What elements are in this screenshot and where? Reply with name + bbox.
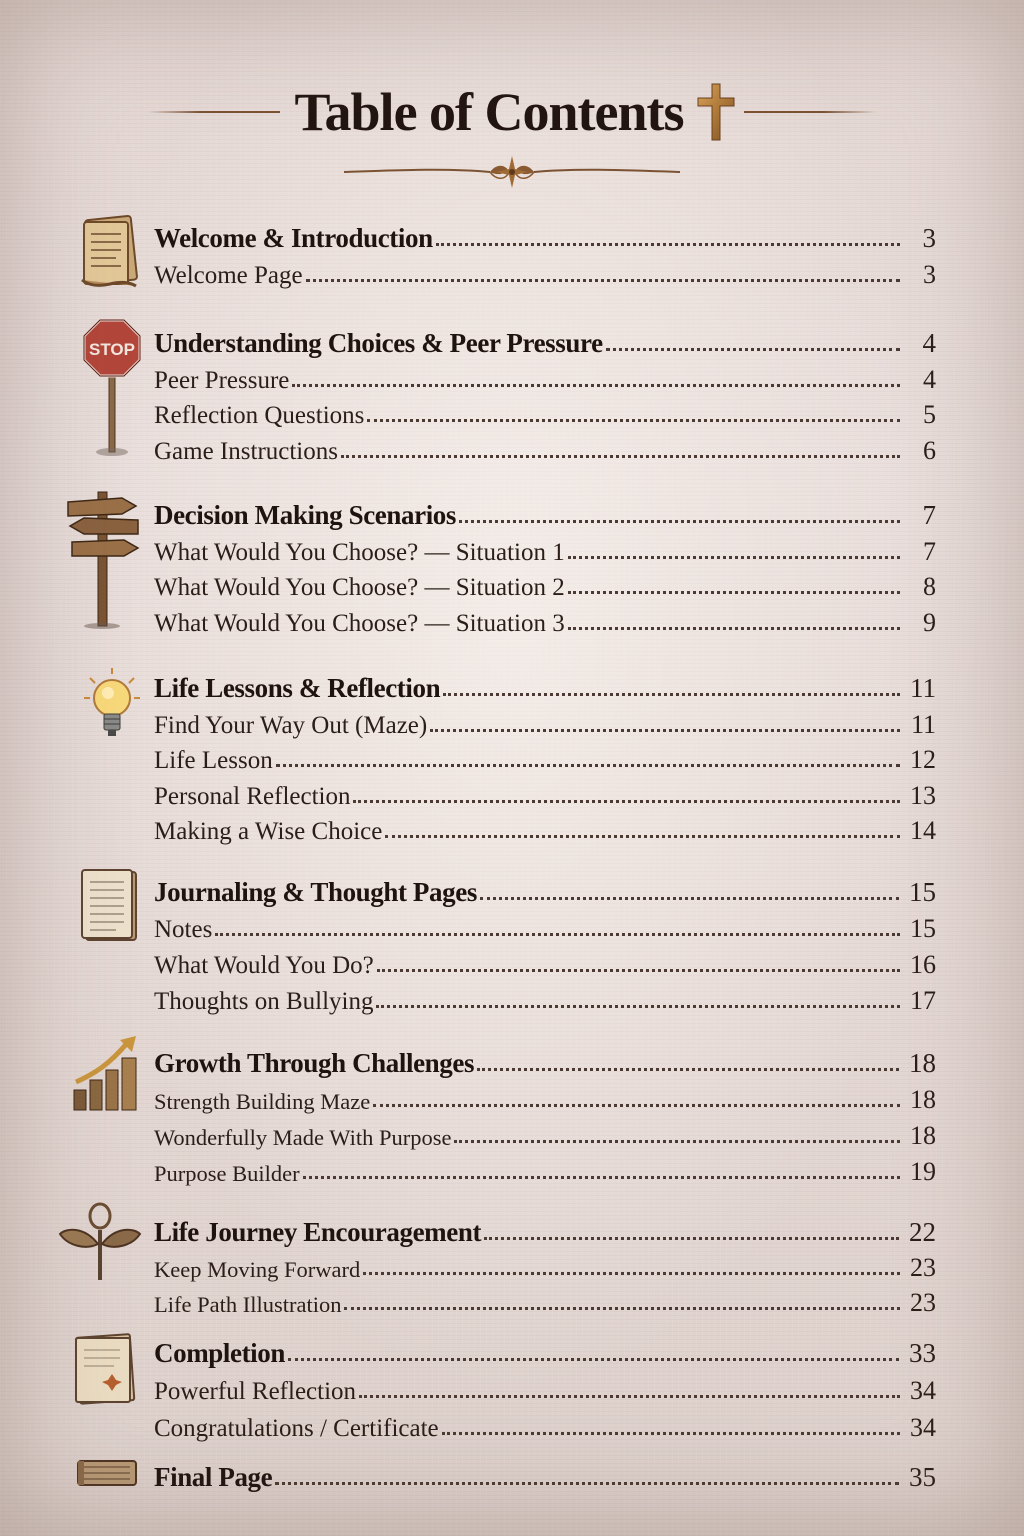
toc-entry-page-number: 5: [923, 400, 936, 429]
toc-entry-label: What Would You Choose? — Situation 2: [154, 574, 565, 601]
toc-entry-page-number: 7: [923, 536, 936, 566]
dot-leader: [353, 800, 900, 803]
dot-leader: [443, 693, 900, 696]
toc-entry-label: Welcome Page: [154, 262, 303, 289]
section-title: Life Lessons & Reflection: [154, 673, 441, 703]
toc-entry[interactable]: [154, 741, 936, 775]
toc-entry[interactable]: [154, 568, 936, 602]
toc-section-heading[interactable]: [154, 325, 936, 359]
dot-leader: [376, 1005, 900, 1008]
dot-leader: [454, 1140, 900, 1143]
toc-entry-page-number: 16: [910, 950, 936, 979]
toc-entry[interactable]: [154, 982, 936, 1016]
section-title: Growth Through Challenges: [154, 1048, 475, 1078]
toc-entry-label: Keep Moving Forward: [154, 1257, 361, 1282]
toc-entry-page-number: 34: [910, 1413, 936, 1442]
dot-leader: [442, 1432, 900, 1435]
dot-leader: [436, 243, 900, 246]
dot-leader: [568, 591, 900, 594]
section-title: Decision Making Scenarios: [154, 500, 457, 530]
dot-leader: [377, 969, 900, 972]
section-page-number: 18: [909, 1048, 936, 1078]
toc-entry-label: Peer Pressure: [154, 366, 290, 394]
toc-entry[interactable]: [154, 1117, 936, 1151]
dot-leader: [373, 1104, 900, 1107]
toc-entry-page-number: 3: [923, 260, 936, 289]
toc-entry[interactable]: [154, 1153, 936, 1187]
section-title: Understanding Choices & Peer Pressure: [154, 328, 603, 358]
growth-chart-icon: [70, 1034, 142, 1114]
toc-entry-label: Life Lesson: [154, 747, 273, 774]
toc-entry[interactable]: [154, 1409, 936, 1443]
toc-section-heading[interactable]: [154, 1335, 936, 1369]
toc-section-heading[interactable]: [154, 497, 936, 531]
toc-entry-page-number: 34: [910, 1376, 936, 1405]
toc-entry-label: Purpose Builder: [154, 1161, 300, 1186]
toc-entry-label: Notes: [154, 916, 213, 943]
toc-entry-label: Strength Building Maze: [154, 1089, 371, 1114]
toc-entry[interactable]: [154, 361, 936, 395]
section-page-number: 7: [922, 500, 936, 530]
toc-entry-page-number: 19: [910, 1157, 936, 1186]
sprout-icon: [58, 1200, 142, 1282]
dot-leader: [303, 1176, 900, 1179]
toc-entry[interactable]: [154, 1081, 936, 1115]
toc-section-heading[interactable]: [154, 1214, 936, 1248]
toc-entry-label: Making a Wise Choice: [154, 818, 383, 845]
toc-section-heading[interactable]: [154, 1459, 936, 1493]
notepad-icon: [76, 866, 142, 946]
dot-leader: [367, 419, 900, 422]
dot-leader: [477, 1068, 899, 1071]
toc-entry[interactable]: [154, 604, 936, 638]
dot-leader: [459, 520, 900, 523]
toc-entry[interactable]: [154, 706, 936, 740]
dot-leader: [568, 556, 900, 559]
section-page-number: 4: [922, 328, 936, 358]
toc-entry-label: Find Your Way Out (Maze): [154, 711, 428, 739]
light-bulb-icon: [82, 668, 142, 742]
toc-entry[interactable]: [154, 812, 936, 846]
section-title: Final Page: [154, 1462, 273, 1492]
toc-entry-page-number: 23: [910, 1288, 936, 1317]
toc-entry[interactable]: [154, 777, 936, 811]
toc-entry-label: What Would You Choose? — Situation 1: [154, 538, 565, 566]
dot-leader: [215, 933, 900, 936]
toc-entry-page-number: 8: [923, 572, 936, 601]
page-title: Table of Contents: [294, 82, 684, 142]
dot-leader: [359, 1395, 900, 1398]
toc-entry[interactable]: [154, 1284, 936, 1318]
toc-section-heading[interactable]: [154, 1045, 936, 1079]
dot-leader: [385, 835, 900, 838]
toc-entry-label: Game Instructions: [154, 437, 338, 465]
toc-entry[interactable]: [154, 256, 936, 290]
section-page-number: 11: [910, 673, 936, 703]
scroll-document-icon: [78, 210, 142, 290]
toc-entry[interactable]: [154, 1249, 936, 1283]
toc-entry-label: What Would You Do?: [154, 952, 374, 979]
dot-leader: [288, 1358, 899, 1361]
dot-leader: [276, 764, 900, 767]
toc-entry-label: Thoughts on Bullying: [154, 988, 374, 1015]
section-title: Life Journey Encouragement: [154, 1217, 482, 1247]
toc-entry-page-number: 9: [923, 607, 936, 637]
section-page-number: 35: [909, 1462, 936, 1492]
dot-leader: [292, 384, 900, 387]
section-page-number: 3: [922, 223, 936, 253]
certificate-icon: [70, 1330, 138, 1406]
toc-entry-page-number: 14: [910, 816, 936, 845]
toc-entry-page-number: 23: [910, 1253, 936, 1282]
toc-entry[interactable]: [154, 1372, 936, 1406]
toc-entry-label: Powerful Reflection: [154, 1378, 357, 1405]
dot-leader: [344, 1307, 900, 1310]
toc-section-heading[interactable]: [154, 220, 936, 254]
section-page-number: 15: [909, 877, 936, 907]
toc-entry-label: Personal Reflection: [154, 782, 351, 810]
dot-leader: [484, 1237, 899, 1240]
dot-leader: [275, 1482, 899, 1485]
dot-leader: [363, 1272, 900, 1275]
toc-entry[interactable]: [154, 533, 936, 567]
toc-entry[interactable]: [154, 396, 936, 430]
toc-entry-page-number: 11: [910, 709, 936, 739]
signpost-icon: [62, 486, 142, 630]
toc-entry-page-number: 15: [910, 914, 936, 943]
section-page-number: 22: [909, 1217, 936, 1247]
toc-section-heading[interactable]: [154, 670, 936, 704]
toc-entry[interactable]: [154, 432, 936, 466]
toc-entry-page-number: 18: [910, 1085, 936, 1114]
section-title: Welcome & Introduction: [154, 223, 433, 253]
dot-leader: [341, 455, 900, 458]
dot-leader: [430, 729, 900, 732]
stop-sign-icon: [80, 316, 144, 458]
toc-entry-label: Reflection Questions: [154, 402, 365, 429]
toc-entry[interactable]: [154, 910, 936, 944]
toc-entry-label: Life Path Illustration: [154, 1292, 342, 1317]
section-title: Completion: [154, 1338, 286, 1368]
section-page-number: 33: [909, 1338, 936, 1368]
section-title: Journaling & Thought Pages: [154, 877, 477, 907]
dot-leader: [568, 627, 900, 630]
closed-book-icon: [74, 1455, 140, 1491]
toc-entry-page-number: 12: [910, 745, 936, 774]
toc-entry-page-number: 18: [910, 1121, 936, 1150]
toc-entry-label: Wonderfully Made With Purpose: [154, 1125, 452, 1150]
toc-entry-page-number: 17: [910, 986, 936, 1015]
toc-entry[interactable]: [154, 946, 936, 980]
toc-entry-page-number: 13: [910, 780, 936, 810]
toc-section-heading[interactable]: [154, 874, 936, 908]
dot-leader: [480, 897, 899, 900]
toc-entry-page-number: 4: [923, 364, 936, 394]
toc-entry-page-number: 6: [923, 435, 936, 465]
dot-leader: [606, 348, 900, 351]
toc-entry-label: What Would You Choose? — Situation 3: [154, 609, 565, 637]
toc-entry-label: Congratulations / Certificate: [154, 1415, 439, 1442]
stop-sign-text: STOP: [89, 340, 135, 359]
dot-leader: [306, 279, 900, 282]
